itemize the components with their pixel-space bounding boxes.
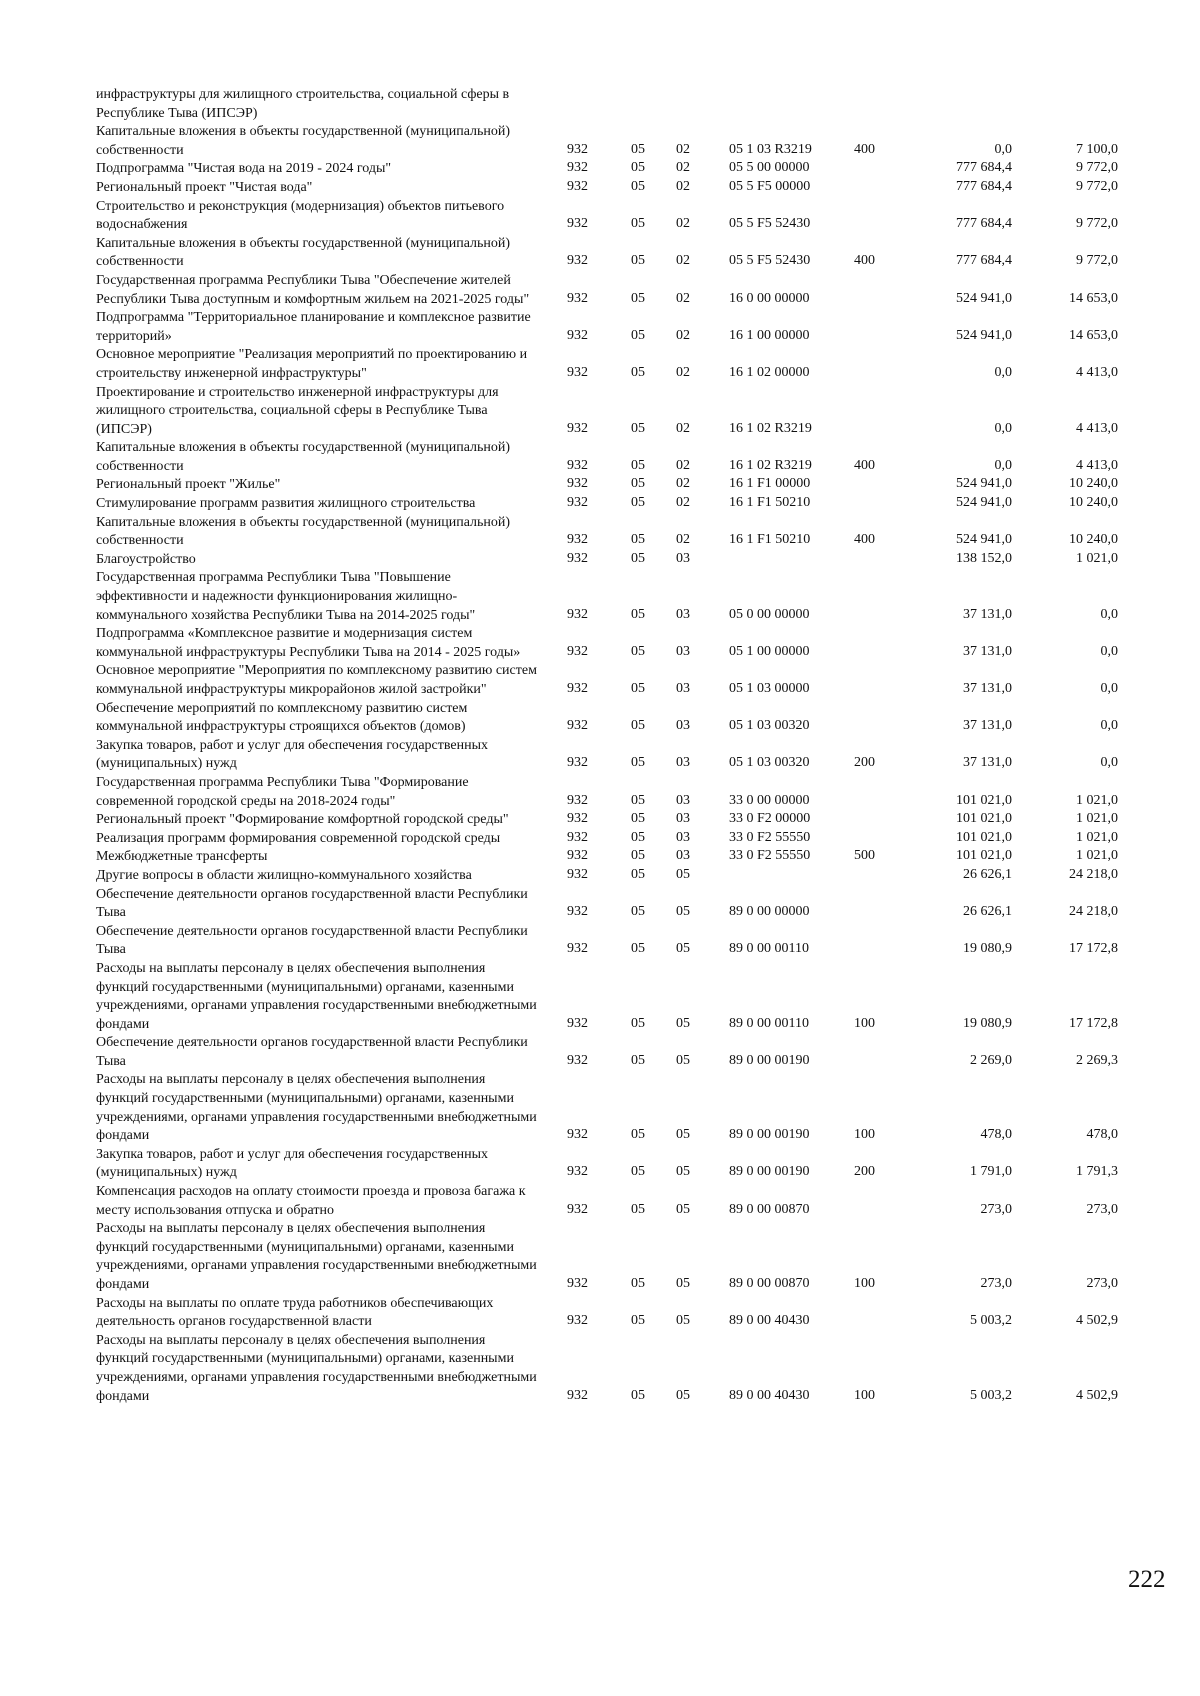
row-name: Капитальные вложения в объекты государственной (муниципальной) собственности — [96, 514, 511, 549]
row-target-article: 16 0 00 00000 — [729, 290, 810, 306]
row-subsection-code: 05 — [676, 904, 690, 920]
row-sum-year-2: 9 772,0 — [1076, 160, 1118, 176]
row-sum-year-2: 1 791,3 — [1076, 1164, 1118, 1180]
row-subsection-code: 02 — [676, 476, 690, 492]
row-section-code: 05 — [631, 681, 645, 696]
row-target-article: 89 0 00 00000 — [729, 904, 810, 920]
row-sum-year-1: 26 626,1 — [963, 866, 1012, 882]
row-name: Обеспечение мероприятий по комплексному развитию систем коммунальной инфраструктуры строящихся объектов (домов) — [96, 700, 468, 735]
table-row — [0, 830, 1200, 849]
row-target-article: 05 1 03 R3219 — [729, 141, 812, 157]
row-sum-year-1: 19 080,9 — [963, 1015, 1012, 1031]
row-ministry-code: 932 — [567, 532, 588, 548]
row-target-article: 89 0 00 00190 — [729, 1127, 810, 1143]
row-sum-year-1: 777 684,4 — [956, 216, 1012, 232]
row-name: Межбюджетные трансферты — [96, 849, 268, 865]
row-section-code: 05 — [631, 420, 645, 436]
row-name: Государственная программа Республики Тыва "Повышение эффективности и надежности функционирования жилищно-коммунального хозяйства Республики Тыва на 2014-2025 годы" — [96, 570, 476, 623]
row-section-code: 05 — [631, 606, 645, 622]
row-name: Капитальные вложения в объекты государственной (муниципальной) собственности — [96, 235, 511, 270]
row-subsection-code: 05 — [676, 941, 690, 957]
row-ministry-code: 932 — [567, 792, 588, 808]
row-target-article: 16 1 F1 00000 — [729, 476, 811, 492]
row-sum-year-1: 37 131,0 — [963, 755, 1012, 771]
row-expense-type: 200 — [854, 1164, 875, 1180]
row-section-code: 05 — [631, 1276, 645, 1291]
row-ministry-code: 932 — [567, 160, 588, 176]
row-ministry-code: 932 — [567, 141, 588, 157]
row-subsection-code: 03 — [676, 681, 690, 696]
row-sum-year-2: 2 269,3 — [1076, 1052, 1118, 1068]
row-sum-year-1: 101 021,0 — [956, 792, 1012, 808]
row-sum-year-1: 37 131,0 — [963, 643, 1012, 659]
table-row — [0, 439, 1200, 476]
row-expense-type: 400 — [854, 141, 875, 157]
row-sum-year-2: 4 502,9 — [1076, 1313, 1118, 1329]
row-sum-year-2: 9 772,0 — [1076, 178, 1118, 194]
row-section-code: 05 — [631, 941, 645, 957]
row-subsection-code: 03 — [676, 550, 690, 566]
row-ministry-code: 932 — [567, 811, 588, 827]
row-subsection-code: 03 — [676, 792, 690, 808]
row-subsection-code: 03 — [676, 718, 690, 734]
row-sum-year-2: 24 218,0 — [1069, 866, 1118, 882]
row-target-article: 05 1 00 00000 — [729, 643, 810, 659]
row-sum-year-1: 101 021,0 — [956, 848, 1012, 864]
table-row — [0, 569, 1200, 625]
row-sum-year-1: 524 941,0 — [956, 327, 1012, 343]
row-sum-year-1: 0,0 — [994, 141, 1012, 157]
row-name: Стимулирование программ развития жилищного строительства — [96, 496, 476, 512]
row-target-article: 05 0 00 00000 — [729, 606, 810, 622]
table-row — [0, 1220, 1200, 1294]
table-row — [0, 886, 1200, 923]
row-ministry-code: 932 — [567, 829, 588, 845]
row-section-code: 05 — [631, 495, 645, 511]
row-sum-year-2: 4 502,9 — [1076, 1387, 1118, 1403]
row-ministry-code: 932 — [567, 457, 588, 473]
table-row — [0, 309, 1200, 346]
row-sum-year-2: 273,0 — [1086, 1201, 1118, 1217]
row-ministry-code: 932 — [567, 216, 588, 232]
row-sum-year-1: 37 131,0 — [963, 681, 1012, 696]
table-row — [0, 848, 1200, 867]
row-sum-year-2: 14 653,0 — [1069, 327, 1118, 343]
row-name: Закупка товаров, работ и услуг для обеспечения государственных (муниципальных) нужд — [96, 737, 489, 772]
table-row — [0, 625, 1200, 662]
row-subsection-code: 02 — [676, 420, 690, 436]
row-name: Основное мероприятие "Мероприятия по комплексному развитию систем коммунальной инфраструктуры микрорайонов жилой застройки" — [96, 663, 537, 697]
row-sum-year-1: 37 131,0 — [963, 718, 1012, 734]
table-row — [0, 198, 1200, 235]
row-name: Государственная программа Республики Тыва "Обеспечение жителей Республики Тыва доступным и комфортным жильем на 2021-2025 годы" — [96, 272, 530, 307]
row-target-article: 16 1 00 00000 — [729, 327, 810, 343]
row-name: Региональный проект "Жилье" — [96, 477, 281, 493]
row-target-article: 05 5 F5 52430 — [729, 253, 811, 269]
row-sum-year-2: 1 021,0 — [1076, 550, 1118, 566]
row-sum-year-1: 0,0 — [994, 364, 1012, 380]
row-name: Государственная программа Республики Тыва "Формирование современной городской среды на 2018-2024 годы" — [96, 774, 469, 809]
row-ministry-code: 932 — [567, 1127, 588, 1143]
row-sum-year-2: 0,0 — [1100, 755, 1118, 771]
row-target-article: 33 0 F2 55550 — [729, 829, 811, 845]
row-ministry-code: 932 — [567, 866, 588, 882]
row-target-article: 16 1 02 00000 — [729, 364, 810, 380]
table-row — [0, 346, 1200, 383]
row-sum-year-2: 14 653,0 — [1069, 290, 1118, 306]
row-target-article: 05 5 F5 00000 — [729, 178, 811, 194]
row-sum-year-1: 26 626,1 — [963, 904, 1012, 920]
row-section-code: 05 — [631, 848, 645, 864]
row-section-code: 05 — [631, 1015, 645, 1031]
row-ministry-code: 932 — [567, 550, 588, 566]
row-name: Расходы на выплаты персоналу в целях обеспечения выполнения функций государственными (муниципальными) органами, казенными учреждениями, органами управления государственными внебюджетными фондами — [96, 1221, 537, 1292]
row-name: инфраструктуры для жилищного строительства, социальной сферы в Республике Тыва (ИПСЭР) — [96, 87, 510, 121]
page-number: 222 — [1128, 1566, 1166, 1593]
row-name: Подпрограмма "Территориальное планирование и комплексное развитие территорий» — [96, 310, 531, 344]
row-target-article: 89 0 00 40430 — [729, 1313, 810, 1329]
table-row — [0, 1295, 1200, 1332]
row-ministry-code: 932 — [567, 1015, 588, 1031]
row-ministry-code: 932 — [567, 1387, 588, 1403]
row-subsection-code: 05 — [676, 1127, 690, 1143]
row-target-article: 16 1 F1 50210 — [729, 495, 811, 511]
table-row — [0, 514, 1200, 551]
row-ministry-code: 932 — [567, 364, 588, 380]
row-ministry-code: 932 — [567, 941, 588, 957]
row-target-article: 89 0 00 00870 — [729, 1201, 810, 1217]
row-subsection-code: 02 — [676, 290, 690, 306]
row-sum-year-1: 524 941,0 — [956, 495, 1012, 511]
row-section-code: 05 — [631, 160, 645, 176]
row-subsection-code: 05 — [676, 1201, 690, 1217]
row-subsection-code: 02 — [676, 495, 690, 511]
row-sum-year-2: 0,0 — [1100, 643, 1118, 659]
row-sum-year-1: 524 941,0 — [956, 290, 1012, 306]
row-section-code: 05 — [631, 1387, 645, 1403]
row-section-code: 05 — [631, 1052, 645, 1068]
row-ministry-code: 932 — [567, 848, 588, 864]
row-subsection-code: 05 — [676, 1387, 690, 1403]
row-sum-year-1: 138 152,0 — [956, 550, 1012, 566]
row-sum-year-1: 0,0 — [994, 457, 1012, 473]
table-row — [0, 1332, 1200, 1406]
row-ministry-code: 932 — [567, 290, 588, 306]
row-sum-year-2: 7 100,0 — [1076, 141, 1118, 157]
row-name: Благоустройство — [96, 551, 196, 567]
table-row — [0, 123, 1200, 160]
row-section-code: 05 — [631, 476, 645, 492]
row-sum-year-1: 524 941,0 — [956, 532, 1012, 548]
row-ministry-code: 932 — [567, 1313, 588, 1329]
row-target-article: 33 0 00 00000 — [729, 792, 810, 808]
table-row — [0, 867, 1200, 886]
table-row — [0, 551, 1200, 570]
row-section-code: 05 — [631, 792, 645, 808]
row-name: Подпрограмма "Чистая вода на 2019 - 2024 годы" — [96, 161, 392, 177]
row-subsection-code: 02 — [676, 327, 690, 343]
row-subsection-code: 02 — [676, 160, 690, 176]
table-row — [0, 235, 1200, 272]
row-expense-type: 500 — [854, 848, 875, 864]
row-section-code: 05 — [631, 1313, 645, 1329]
row-name: Закупка товаров, работ и услуг для обеспечения государственных (муниципальных) нужд — [96, 1146, 489, 1181]
row-ministry-code: 932 — [567, 253, 588, 269]
row-subsection-code: 02 — [676, 253, 690, 269]
row-subsection-code: 05 — [676, 866, 690, 882]
row-name: Региональный проект "Формирование комфортной городской среды" — [96, 812, 509, 828]
table-row — [0, 384, 1200, 440]
row-ministry-code: 932 — [567, 606, 588, 622]
row-target-article: 05 5 00 00000 — [729, 160, 810, 176]
row-sum-year-2: 4 413,0 — [1076, 364, 1118, 380]
row-section-code: 05 — [631, 327, 645, 343]
row-sum-year-1: 101 021,0 — [956, 829, 1012, 845]
row-ministry-code: 932 — [567, 178, 588, 194]
row-section-code: 05 — [631, 141, 645, 157]
table-row — [0, 1146, 1200, 1183]
row-section-code: 05 — [631, 1164, 645, 1180]
table-row — [0, 179, 1200, 198]
row-section-code: 05 — [631, 811, 645, 827]
table-row — [0, 960, 1200, 1034]
row-target-article: 16 1 F1 50210 — [729, 532, 811, 548]
row-sum-year-2: 1 021,0 — [1076, 811, 1118, 827]
row-ministry-code: 932 — [567, 681, 588, 696]
row-section-code: 05 — [631, 1201, 645, 1217]
row-subsection-code: 02 — [676, 457, 690, 473]
row-section-code: 05 — [631, 178, 645, 194]
row-ministry-code: 932 — [567, 1276, 588, 1291]
row-name: Капитальные вложения в объекты государственной (муниципальной) собственности — [96, 124, 511, 158]
row-sum-year-2: 0,0 — [1100, 681, 1118, 696]
row-sum-year-2: 4 413,0 — [1076, 420, 1118, 436]
table-row — [0, 160, 1200, 179]
row-name: Основное мероприятие "Реализация мероприятий по проектированию и строительству инженерной инфраструктуры" — [96, 347, 528, 381]
row-subsection-code: 02 — [676, 178, 690, 194]
row-sum-year-1: 2 269,0 — [970, 1052, 1012, 1068]
row-section-code: 05 — [631, 1127, 645, 1143]
row-section-code: 05 — [631, 829, 645, 845]
table-row — [0, 1183, 1200, 1220]
table-row — [0, 1071, 1200, 1145]
row-subsection-code: 05 — [676, 1164, 690, 1180]
row-subsection-code: 02 — [676, 532, 690, 548]
table-row — [0, 923, 1200, 960]
row-sum-year-2: 9 772,0 — [1076, 253, 1118, 269]
row-section-code: 05 — [631, 457, 645, 473]
row-sum-year-1: 5 003,2 — [970, 1387, 1012, 1403]
table-row — [0, 774, 1200, 811]
row-name: Строительство и реконструкция (модернизация) объектов питьевого водоснабжения — [96, 198, 505, 233]
row-subsection-code: 05 — [676, 1276, 690, 1291]
row-sum-year-2: 1 021,0 — [1076, 829, 1118, 845]
row-target-article: 89 0 00 00190 — [729, 1052, 810, 1068]
row-sum-year-2: 9 772,0 — [1076, 216, 1118, 232]
row-subsection-code: 03 — [676, 643, 690, 659]
table-row — [0, 700, 1200, 737]
row-section-code: 05 — [631, 718, 645, 734]
row-sum-year-1: 1 791,0 — [970, 1164, 1012, 1180]
row-section-code: 05 — [631, 253, 645, 269]
row-section-code: 05 — [631, 550, 645, 566]
row-name: Капитальные вложения в объекты государственной (муниципальной) собственности — [96, 440, 511, 474]
row-sum-year-2: 1 021,0 — [1076, 848, 1118, 864]
row-expense-type: 100 — [854, 1387, 875, 1403]
row-ministry-code: 932 — [567, 755, 588, 771]
row-subsection-code: 02 — [676, 216, 690, 232]
row-sum-year-1: 777 684,4 — [956, 160, 1012, 176]
row-target-article: 33 0 F2 55550 — [729, 848, 811, 864]
row-expense-type: 100 — [854, 1015, 875, 1031]
budget-table — [0, 86, 1200, 1406]
row-target-article: 16 1 02 R3219 — [729, 420, 812, 436]
row-ministry-code: 932 — [567, 420, 588, 436]
row-name: Проектирование и строительство инженерной инфраструктуры для жилищного строительства, социальной сферы в Республике Тыва (ИПСЭР) — [96, 384, 499, 437]
row-sum-year-2: 273,0 — [1086, 1276, 1118, 1291]
row-name: Региональный проект "Чистая вода" — [96, 179, 313, 195]
row-sum-year-2: 17 172,8 — [1069, 941, 1118, 957]
row-expense-type: 400 — [854, 532, 875, 548]
row-name: Другие вопросы в области жилищно-коммунального хозяйства — [96, 867, 472, 883]
row-sum-year-2: 24 218,0 — [1069, 904, 1118, 920]
row-target-article: 05 1 03 00320 — [729, 755, 810, 771]
row-ministry-code: 932 — [567, 643, 588, 659]
row-name: Подпрограмма «Комплексное развитие и модернизация систем коммунальной инфраструктуры Республики Тыва на 2014 - 2025 годы» — [96, 626, 521, 660]
row-sum-year-1: 777 684,4 — [956, 178, 1012, 194]
row-ministry-code: 932 — [567, 718, 588, 734]
row-sum-year-1: 101 021,0 — [956, 811, 1012, 827]
row-name: Расходы на выплаты персоналу в целях обеспечения выполнения функций государственными (муниципальными) органами, казенными учреждениями, органами управления государственными внебюджетными фондами — [96, 1332, 537, 1404]
row-expense-type: 100 — [854, 1276, 875, 1291]
table-row — [0, 272, 1200, 309]
row-target-article: 89 0 00 00110 — [729, 941, 809, 957]
row-ministry-code: 932 — [567, 476, 588, 492]
row-ministry-code: 932 — [567, 495, 588, 511]
row-section-code: 05 — [631, 866, 645, 882]
row-subsection-code: 02 — [676, 364, 690, 380]
row-expense-type: 400 — [854, 253, 875, 269]
row-sum-year-2: 10 240,0 — [1069, 495, 1118, 511]
row-name: Обеспечение деятельности органов государственной власти Республики Тыва — [96, 1035, 528, 1069]
row-sum-year-2: 478,0 — [1086, 1127, 1118, 1143]
row-sum-year-1: 524 941,0 — [956, 476, 1012, 492]
table-row — [0, 1034, 1200, 1071]
table-row — [0, 811, 1200, 830]
row-sum-year-2: 4 413,0 — [1076, 457, 1118, 473]
row-sum-year-1: 5 003,2 — [970, 1313, 1012, 1329]
row-name: Расходы на выплаты по оплате труда работников обеспечивающих деятельность органов государственной власти — [96, 1295, 494, 1330]
row-subsection-code: 03 — [676, 811, 690, 827]
row-sum-year-2: 10 240,0 — [1069, 476, 1118, 492]
row-section-code: 05 — [631, 290, 645, 306]
row-name: Обеспечение деятельности органов государственной власти Республики Тыва — [96, 923, 528, 958]
row-name: Обеспечение деятельности органов государственной власти Республики Тыва — [96, 886, 528, 921]
row-target-article: 05 1 03 00320 — [729, 718, 810, 734]
row-target-article: 05 5 F5 52430 — [729, 216, 811, 232]
row-subsection-code: 03 — [676, 848, 690, 864]
row-target-article: 89 0 00 00190 — [729, 1164, 810, 1180]
row-section-code: 05 — [631, 532, 645, 548]
row-subsection-code: 05 — [676, 1052, 690, 1068]
row-sum-year-2: 0,0 — [1100, 606, 1118, 622]
table-row — [0, 737, 1200, 774]
row-sum-year-1: 37 131,0 — [963, 606, 1012, 622]
row-sum-year-1: 777 684,4 — [956, 253, 1012, 269]
row-subsection-code: 02 — [676, 141, 690, 157]
row-section-code: 05 — [631, 904, 645, 920]
row-target-article: 16 1 02 R3219 — [729, 457, 812, 473]
row-ministry-code: 932 — [567, 1052, 588, 1068]
table-row — [0, 86, 1200, 123]
row-expense-type: 200 — [854, 755, 875, 771]
row-subsection-code: 03 — [676, 755, 690, 771]
row-name: Расходы на выплаты персоналу в целях обеспечения выполнения функций государственными (муниципальными) органами, казенными учреждениями, органами управления государственными внебюджетными фондами — [96, 1072, 537, 1144]
row-target-article: 89 0 00 40430 — [729, 1387, 810, 1403]
row-sum-year-2: 10 240,0 — [1069, 532, 1118, 548]
row-name: Компенсация расходов на оплату стоимости проезда и провоза багажа к месту использования отпуска и обратно — [96, 1184, 526, 1218]
row-name: Реализация программ формирования современной городской среды — [96, 830, 501, 846]
row-expense-type: 400 — [854, 457, 875, 473]
row-sum-year-2: 0,0 — [1100, 718, 1118, 734]
row-target-article: 33 0 F2 00000 — [729, 811, 811, 827]
row-sum-year-1: 0,0 — [994, 420, 1012, 436]
row-subsection-code: 05 — [676, 1313, 690, 1329]
row-target-article: 05 1 03 00000 — [729, 681, 810, 696]
row-section-code: 05 — [631, 643, 645, 659]
row-section-code: 05 — [631, 755, 645, 771]
row-subsection-code: 03 — [676, 829, 690, 845]
row-ministry-code: 932 — [567, 1164, 588, 1180]
row-ministry-code: 932 — [567, 327, 588, 343]
row-subsection-code: 05 — [676, 1015, 690, 1031]
row-section-code: 05 — [631, 364, 645, 380]
row-section-code: 05 — [631, 216, 645, 232]
row-sum-year-1: 273,0 — [980, 1201, 1012, 1217]
row-subsection-code: 03 — [676, 606, 690, 622]
row-sum-year-1: 273,0 — [980, 1276, 1012, 1291]
row-sum-year-1: 19 080,9 — [963, 941, 1012, 957]
table-row — [0, 476, 1200, 495]
row-target-article: 89 0 00 00110 — [729, 1015, 809, 1031]
row-ministry-code: 932 — [567, 1201, 588, 1217]
row-sum-year-2: 17 172,8 — [1069, 1015, 1118, 1031]
table-row — [0, 662, 1200, 699]
row-name: Расходы на выплаты персоналу в целях обеспечения выполнения функций государственными (муниципальными) органами, казенными учреждениями, органами управления государственными внебюджетными фондами — [96, 960, 537, 1032]
row-expense-type: 100 — [854, 1127, 875, 1143]
row-ministry-code: 932 — [567, 904, 588, 920]
row-sum-year-1: 478,0 — [980, 1127, 1012, 1143]
table-row — [0, 495, 1200, 514]
row-target-article: 89 0 00 00870 — [729, 1276, 810, 1291]
row-sum-year-2: 1 021,0 — [1076, 792, 1118, 808]
